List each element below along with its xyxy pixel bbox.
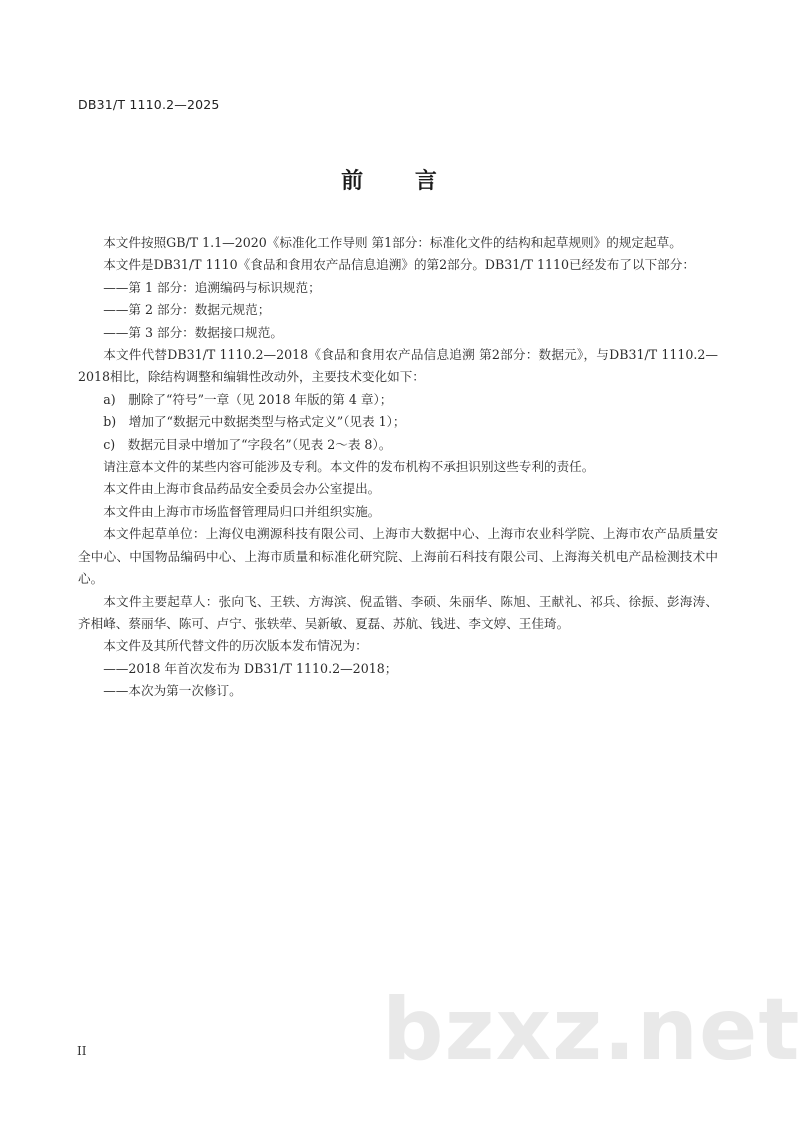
- document-body: [78, 232, 718, 703]
- page-title: 前 言: [341, 169, 459, 194]
- paragraph-proposer: 本文件由上海市食品药品安全委员会办公室提出。: [103, 481, 381, 497]
- list-item-change-b: b) 增加了“数据元中数据类型与格式定义”（见表 1）；: [103, 414, 406, 430]
- list-item-change-a: a) 删除了“符号”一章（见 2018 年版的第 4 章）；: [103, 391, 393, 407]
- list-item-change-c: c) 数据元目录中增加了“字段名”（见表 2～表 8）。: [103, 436, 392, 452]
- paragraph-drafters: 本文件主要起草人：张向飞、王轶、方海滨、倪孟锴、李硕、朱丽华、陈旭、王献礼、祁兵、徐振、彭海涛、齐相峰、蔡丽华、陈可、卢宁、张轶荦、吴新敏、夏磊、苏航、钱进、李文婷、王佳琦。: [78, 593, 718, 631]
- list-item-part-2: ——第 2 部分：数据元规范；: [103, 302, 271, 318]
- paragraph-administrator: 本文件由上海市市场监督管理局归口并组织实施。: [103, 503, 381, 519]
- paragraph-replacement: 本文件代替DB31/T 1110.2—2018《食品和食用农产品信息追溯 第2部分：数据元》，与DB31/T 1110.2—2018相比，除结构调整和编辑性改动外，主要技术变化如下：: [78, 347, 718, 385]
- paragraph-part-intro: 本文件是DB31/T 1110《食品和食用农产品信息追溯》的第2部分。DB31/T 1110已经发布了以下部分：: [103, 257, 695, 273]
- page-number: II: [77, 1044, 87, 1058]
- list-item-history-revision: ——本次为第一次修订。: [103, 683, 242, 699]
- list-item-part-3: ——第 3 部分：数据接口规范。: [103, 324, 283, 340]
- list-item-history-2018: ——2018 年首次发布为 DB31/T 1110.2—2018；: [103, 660, 398, 676]
- document-code: DB31/T 1110.2—2025: [78, 97, 220, 112]
- watermark: bzxz.net: [382, 980, 800, 1080]
- paragraph-history-intro: 本文件及其所代替文件的历次版本发布情况为：: [103, 638, 368, 654]
- list-item-part-1: ——第 1 部分：追溯编码与标识规范；: [103, 279, 321, 295]
- paragraph-patent-notice: 请注意本文件的某些内容可能涉及专利。本文件的发布机构不承担识别这些专利的责任。: [103, 459, 595, 475]
- paragraph-drafting-units: 本文件起草单位：上海仪电溯源科技有限公司、上海市大数据中心、上海市农业科学院、上海市农产品质量安全中心、中国物品编码中心、上海市质量和标准化研究院、上海前石科技有限公司、上海海关机电产品检测技术中心。: [78, 526, 718, 587]
- paragraph-drafting-rule: 本文件按照GB/T 1.1—2020《标准化工作导则 第1部分：标准化文件的结构和起草规则》的规定起草。: [103, 235, 682, 250]
